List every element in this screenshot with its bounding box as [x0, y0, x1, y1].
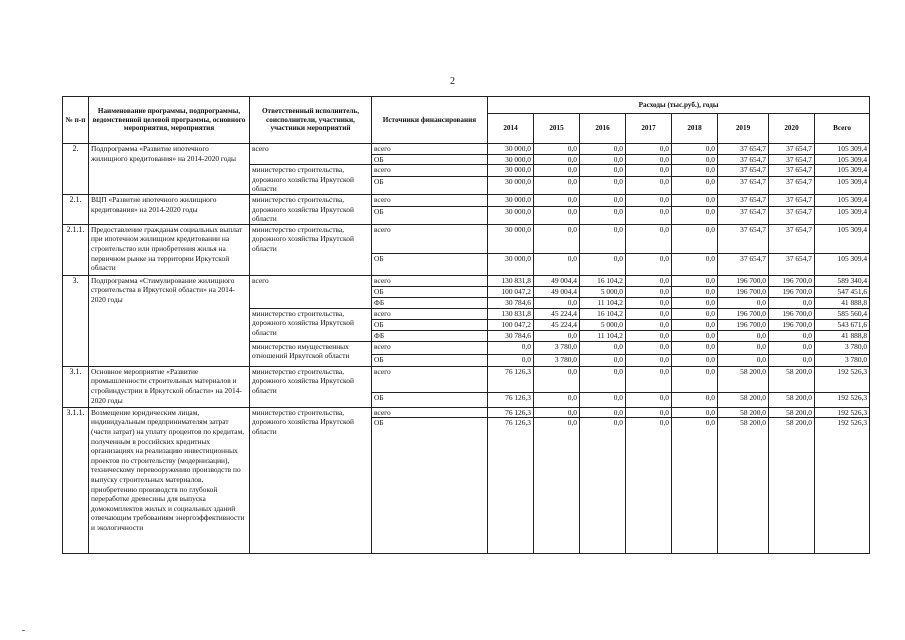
- table-row: [63, 144, 870, 155]
- expense-value: 0,0: [580, 253, 626, 275]
- program-name: Возмещение юридическим лицам, индивидуальным предпринимателям затрат (части затрат) на уплату процентов по кредитам, полученным в российских кредитных организациях на реализацию инвестиционных проектов по строительству (модернизации), техническому перевооружению производств по выпуску строительных материалов, приобретению производств по глубокой переработке древесины для выпуска домокомплектов жилых и социальных зданий отвечающим требованиям энергоэффективности и экологичности: [89, 407, 250, 554]
- responsible-executor: министерство строительства, дорожного хозяйства Иркутской области: [250, 165, 372, 195]
- expense-value: 196 700,0: [718, 275, 769, 286]
- expense-value: 0,0: [488, 341, 534, 354]
- expense-value: 11 104,2: [580, 330, 626, 341]
- row-number: 2.1.1.: [63, 224, 89, 275]
- expense-value: 11 104,2: [580, 297, 626, 308]
- funding-source: ОБ: [372, 418, 488, 554]
- header-year: 2015: [534, 114, 580, 144]
- expense-value: 37 654,7: [769, 165, 815, 177]
- expense-value: 0,0: [626, 194, 672, 206]
- expense-value: 76 126,3: [488, 366, 534, 392]
- expense-value: 0,0: [580, 206, 626, 224]
- expense-value: 0,0: [626, 392, 672, 407]
- program-name: Основное мероприятие «Развитие промышленности строительных материалов и стройиндустрии в Иркутской области» на 2014-2020 годы: [89, 366, 250, 407]
- expense-value: 0,0: [580, 165, 626, 177]
- expense-value: 0,0: [672, 354, 718, 366]
- expense-value: 196 700,0: [769, 275, 815, 286]
- expense-value: 0,0: [580, 341, 626, 354]
- expense-value: 30 000,0: [488, 154, 534, 165]
- header-year: 2020: [769, 114, 815, 144]
- expense-value: 0,0: [626, 354, 672, 366]
- responsible-executor: всего: [250, 144, 372, 165]
- expense-value: 196 700,0: [718, 308, 769, 319]
- expense-value: 196 700,0: [769, 286, 815, 297]
- table-row: [63, 407, 870, 418]
- expense-value: 0,0: [580, 144, 626, 155]
- expense-value: 0,0: [534, 165, 580, 177]
- program-name: Подпрограмма «Развитие ипотечного жилищного кредитования» на 2014-2020 годы: [89, 144, 250, 195]
- expense-value: 58 200,0: [718, 392, 769, 407]
- expense-value: 0,0: [718, 354, 769, 366]
- expense-total: 192 526,3: [815, 366, 870, 392]
- expense-value: 0,0: [534, 407, 580, 418]
- expense-value: 0,0: [672, 297, 718, 308]
- expense-total: 589 340,4: [815, 275, 870, 286]
- expense-total: 105 309,4: [815, 177, 870, 195]
- header-year: 2018: [672, 114, 718, 144]
- header-expenses: Расходы (тыс.руб.), годы: [488, 97, 870, 114]
- expense-value: 0,0: [626, 330, 672, 341]
- expense-value: 3 780,0: [534, 341, 580, 354]
- expense-value: 37 654,7: [718, 224, 769, 253]
- expense-total: 41 888,8: [815, 330, 870, 341]
- expense-value: 0,0: [626, 275, 672, 286]
- expense-total: 105 309,4: [815, 194, 870, 206]
- expense-total: 192 526,3: [815, 407, 870, 418]
- expense-value: 0,0: [672, 319, 718, 330]
- funding-source: всего: [372, 194, 488, 206]
- funding-source: ОБ: [372, 177, 488, 195]
- expense-value: 196 700,0: [769, 319, 815, 330]
- expense-value: 0,0: [580, 194, 626, 206]
- table-row: [63, 366, 870, 392]
- expense-value: 0,0: [672, 418, 718, 554]
- expense-value: 0,0: [718, 297, 769, 308]
- expense-value: 58 200,0: [769, 407, 815, 418]
- expense-value: 0,0: [534, 253, 580, 275]
- expense-value: 37 654,7: [769, 154, 815, 165]
- row-number: 3.: [63, 275, 89, 366]
- expense-value: 0,0: [626, 154, 672, 165]
- expense-value: 37 654,7: [718, 154, 769, 165]
- header-year: 2014: [488, 114, 534, 144]
- expense-value: 0,0: [580, 177, 626, 195]
- expense-value: 49 004,4: [534, 286, 580, 297]
- funding-source: всего: [372, 144, 488, 155]
- expense-value: 37 654,7: [769, 144, 815, 155]
- funding-source: ОБ: [372, 392, 488, 407]
- expense-value: 0,0: [534, 366, 580, 392]
- expense-value: 30 000,0: [488, 253, 534, 275]
- expense-value: 0,0: [672, 308, 718, 319]
- funding-source: ОБ: [372, 206, 488, 224]
- expense-value: 5 000,0: [580, 286, 626, 297]
- funding-source: всего: [372, 308, 488, 319]
- scan-mark: [22, 630, 25, 631]
- expense-value: 45 224,4: [534, 308, 580, 319]
- expense-value: 0,0: [626, 366, 672, 392]
- expense-total: 3 780,0: [815, 341, 870, 354]
- expense-value: 58 200,0: [769, 366, 815, 392]
- expense-value: 30 000,0: [488, 224, 534, 253]
- expense-value: 0,0: [672, 253, 718, 275]
- expense-value: 58 200,0: [718, 407, 769, 418]
- expense-value: 130 831,8: [488, 275, 534, 286]
- expense-total: 192 526,3: [815, 418, 870, 554]
- expense-value: 0,0: [626, 253, 672, 275]
- expense-value: 0,0: [534, 224, 580, 253]
- header-year: Всего: [815, 114, 870, 144]
- program-name: ВЦП «Развитие ипотечного жилищного кредитования» на 2014-2020 годы: [89, 194, 250, 224]
- expense-value: 0,0: [672, 165, 718, 177]
- expense-total: 105 309,4: [815, 253, 870, 275]
- responsible-executor: всего: [250, 275, 372, 308]
- expense-value: 0,0: [534, 194, 580, 206]
- expense-value: 0,0: [626, 341, 672, 354]
- funding-source: всего: [372, 407, 488, 418]
- page-number: 2: [450, 76, 455, 87]
- expense-value: 196 700,0: [769, 308, 815, 319]
- header-num: № п-п: [63, 97, 89, 144]
- expense-value: 0,0: [626, 144, 672, 155]
- program-name: Предоставление гражданам социальных выплат при ипотечном жилищном кредитовании на строительство или приобретения жилья на первичном рынке на территории Иркутской области: [89, 224, 250, 275]
- header-year: 2016: [580, 114, 626, 144]
- expense-value: 0,0: [626, 165, 672, 177]
- table-header: [63, 97, 870, 144]
- expense-value: 0,0: [769, 330, 815, 341]
- expense-value: 30 784,6: [488, 330, 534, 341]
- expense-value: 30 000,0: [488, 177, 534, 195]
- expense-value: 16 104,2: [580, 308, 626, 319]
- expense-value: 58 200,0: [769, 418, 815, 554]
- header-name: Наименование программы, подпрограммы, ведомственной целевой программы, основного мероприятия, мероприятия: [89, 97, 250, 144]
- expense-total: 105 309,4: [815, 224, 870, 253]
- expense-value: 0,0: [534, 418, 580, 554]
- funding-source: всего: [372, 275, 488, 286]
- expense-value: 0,0: [534, 144, 580, 155]
- header-year: 2017: [626, 114, 672, 144]
- row-number: 2.1.: [63, 194, 89, 224]
- row-number: 3.1.: [63, 366, 89, 407]
- expense-total: 547 451,6: [815, 286, 870, 297]
- table-body: [63, 144, 870, 554]
- expense-value: 0,0: [672, 341, 718, 354]
- expense-value: 0,0: [626, 308, 672, 319]
- responsible-executor: министерство строительства, дорожного хозяйства Иркутской области: [250, 407, 372, 554]
- table-row: [63, 275, 870, 286]
- header-source: Источники финансирования: [372, 97, 488, 144]
- expense-value: 30 000,0: [488, 206, 534, 224]
- expense-total: 3 780,0: [815, 354, 870, 366]
- expense-value: 76 126,3: [488, 418, 534, 554]
- funding-source: ОБ: [372, 253, 488, 275]
- expense-value: 3 780,0: [534, 354, 580, 366]
- responsible-executor: министерство строительства, дорожного хозяйства Иркутской области: [250, 194, 372, 224]
- expense-value: 0,0: [626, 319, 672, 330]
- expense-value: 16 104,2: [580, 275, 626, 286]
- expense-value: 0,0: [534, 392, 580, 407]
- expense-value: 58 200,0: [718, 418, 769, 554]
- expense-total: 105 309,4: [815, 154, 870, 165]
- expense-value: 0,0: [580, 154, 626, 165]
- expense-value: 0,0: [534, 177, 580, 195]
- expense-value: 37 654,7: [769, 177, 815, 195]
- expense-value: 0,0: [626, 206, 672, 224]
- expense-total: 41 888,8: [815, 297, 870, 308]
- expense-value: 0,0: [626, 177, 672, 195]
- expense-value: 37 654,7: [718, 177, 769, 195]
- expense-total: 105 309,4: [815, 206, 870, 224]
- expense-value: 58 200,0: [718, 366, 769, 392]
- expense-value: 0,0: [626, 418, 672, 554]
- expense-value: 0,0: [769, 297, 815, 308]
- expense-total: 543 671,6: [815, 319, 870, 330]
- expense-value: 0,0: [580, 407, 626, 418]
- expense-value: 0,0: [672, 194, 718, 206]
- expense-total: 192 526,3: [815, 392, 870, 407]
- funding-source: всего: [372, 341, 488, 354]
- funding-source: ФБ: [372, 330, 488, 341]
- expense-value: 0,0: [672, 206, 718, 224]
- expense-value: 0,0: [626, 286, 672, 297]
- funding-source: ОБ: [372, 286, 488, 297]
- responsible-executor: министерство строительства, дорожного хозяйства Иркутской области: [250, 224, 372, 275]
- expense-value: 37 654,7: [718, 194, 769, 206]
- expense-value: 0,0: [672, 366, 718, 392]
- expense-value: 0,0: [672, 177, 718, 195]
- header-responsible: Ответственный исполнитель, соисполнители, участники, участники мероприятий: [250, 97, 372, 144]
- row-number: 3.1.1.: [63, 407, 89, 554]
- table-row: [63, 194, 870, 206]
- expense-value: 0,0: [626, 407, 672, 418]
- funding-source: ОБ: [372, 354, 488, 366]
- expense-value: 0,0: [580, 392, 626, 407]
- funding-source: всего: [372, 165, 488, 177]
- expense-value: 0,0: [580, 224, 626, 253]
- expense-value: 0,0: [580, 366, 626, 392]
- expense-total: 105 309,4: [815, 144, 870, 155]
- budget-table: [62, 96, 870, 554]
- funding-source: ОБ: [372, 319, 488, 330]
- expense-value: 37 654,7: [718, 144, 769, 155]
- funding-source: ОБ: [372, 154, 488, 165]
- expense-value: 37 654,7: [718, 206, 769, 224]
- expense-value: 0,0: [580, 354, 626, 366]
- expense-value: 0,0: [488, 354, 534, 366]
- expense-value: 0,0: [626, 297, 672, 308]
- program-name: Подпрограмма «Стимулирование жилищного строительства в Иркутской области» на 2014-2020 годы: [89, 275, 250, 366]
- expense-value: 196 700,0: [718, 319, 769, 330]
- expense-value: 45 224,4: [534, 319, 580, 330]
- expense-value: 0,0: [672, 224, 718, 253]
- expense-value: 0,0: [672, 154, 718, 165]
- expense-value: 0,0: [718, 330, 769, 341]
- expense-value: 0,0: [534, 154, 580, 165]
- expense-value: 37 654,7: [769, 224, 815, 253]
- expense-value: 0,0: [626, 224, 672, 253]
- row-number: 2.: [63, 144, 89, 195]
- expense-value: 37 654,7: [769, 206, 815, 224]
- expense-value: 0,0: [769, 341, 815, 354]
- expense-value: 0,0: [672, 144, 718, 155]
- expense-value: 30 000,0: [488, 194, 534, 206]
- expense-value: 0,0: [672, 392, 718, 407]
- expense-value: 0,0: [672, 330, 718, 341]
- expense-value: 37 654,7: [769, 253, 815, 275]
- expense-value: 0,0: [672, 407, 718, 418]
- funding-source: ФБ: [372, 297, 488, 308]
- expense-value: 0,0: [534, 206, 580, 224]
- expense-value: 5 000,0: [580, 319, 626, 330]
- expense-value: 30 000,0: [488, 144, 534, 155]
- expense-value: 76 126,3: [488, 407, 534, 418]
- expense-total: 105 309,4: [815, 165, 870, 177]
- expense-value: 49 004,4: [534, 275, 580, 286]
- responsible-executor: министерство строительства, дорожного хозяйства Иркутской области: [250, 366, 372, 407]
- expense-value: 100 047,2: [488, 319, 534, 330]
- expense-value: 100 047,2: [488, 286, 534, 297]
- funding-source: всего: [372, 366, 488, 392]
- expense-value: 37 654,7: [718, 253, 769, 275]
- header-year: 2019: [718, 114, 769, 144]
- expense-value: 30 000,0: [488, 165, 534, 177]
- expense-value: 0,0: [672, 275, 718, 286]
- expense-value: 0,0: [534, 297, 580, 308]
- expense-value: 0,0: [534, 330, 580, 341]
- expense-value: 196 700,0: [718, 286, 769, 297]
- expense-value: 0,0: [718, 341, 769, 354]
- expense-value: 0,0: [769, 354, 815, 366]
- responsible-executor: министерство имущественных отношений Иркутской области: [250, 341, 372, 366]
- expense-total: 585 560,4: [815, 308, 870, 319]
- expense-value: 0,0: [672, 286, 718, 297]
- expense-value: 130 831,8: [488, 308, 534, 319]
- expense-value: 58 200,0: [769, 392, 815, 407]
- expense-value: 37 654,7: [769, 194, 815, 206]
- responsible-executor: министерство строительства, дорожного хозяйства Иркутской области: [250, 308, 372, 341]
- expense-value: 76 126,3: [488, 392, 534, 407]
- table-row: [63, 224, 870, 253]
- expense-value: 37 654,7: [718, 165, 769, 177]
- funding-source: всего: [372, 224, 488, 253]
- expense-value: 30 784,6: [488, 297, 534, 308]
- expense-value: 0,0: [580, 418, 626, 554]
